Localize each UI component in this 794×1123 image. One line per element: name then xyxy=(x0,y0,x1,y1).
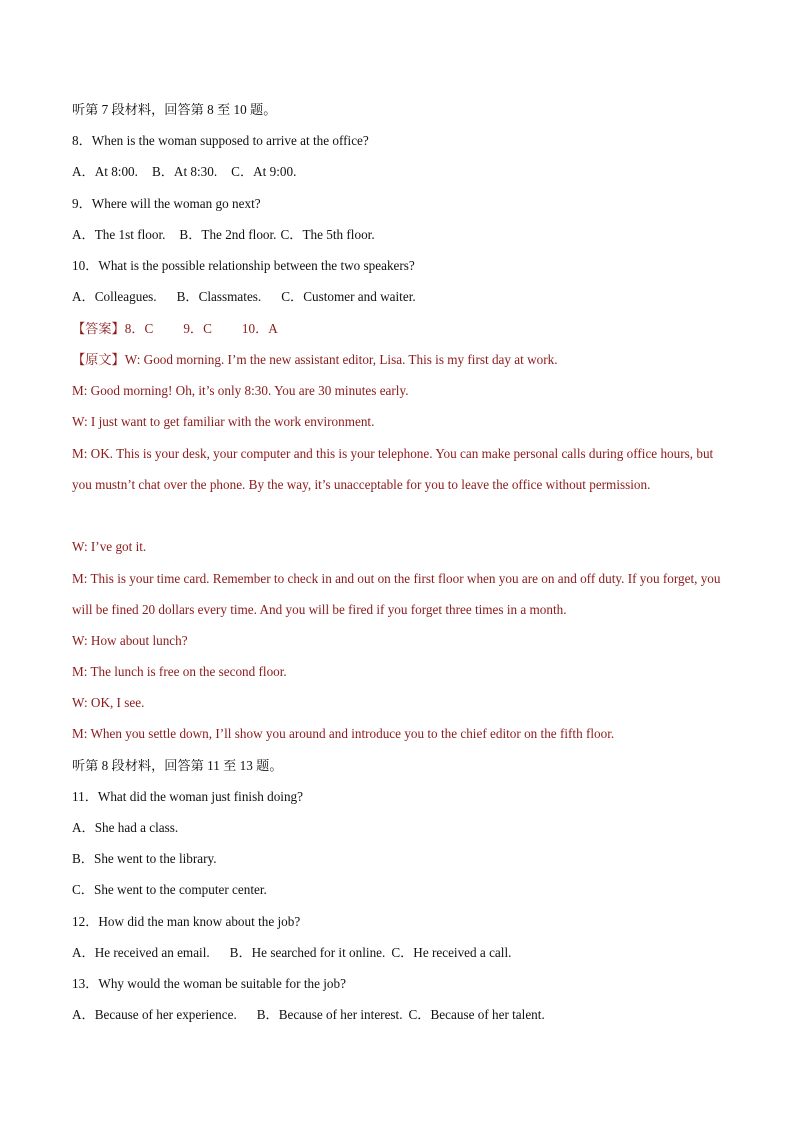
option-8b: B．At 8:30. xyxy=(151,164,218,179)
option-12a: A．He received an email. xyxy=(72,945,210,960)
transcript-line-3: W: I just want to get familiar with the work environment. xyxy=(72,414,375,429)
option-10b: B．Classmates. xyxy=(176,289,262,304)
answer-9: 9．C xyxy=(183,321,212,336)
transcript-line-1 xyxy=(72,351,724,369)
question-9-options xyxy=(72,226,724,244)
section-8-header: 听第 8 段材料，回答第 11 至 13 题。 xyxy=(72,758,283,773)
section-7-header: 听第 7 段材料，回答第 8 至 10 题。 xyxy=(72,102,277,117)
transcript-line-2: M: Good morning! Oh, it’s only 8:30. You are 30 minutes early. xyxy=(72,383,409,398)
question-12-options xyxy=(72,944,724,962)
transcript-text-1: W: Good morning. I’m the new assistant editor, Lisa. This is my first day at work. xyxy=(124,352,558,367)
question-10-stem: 10．What is the possible relationship between the two speakers? xyxy=(72,258,415,273)
option-9a: A．The 1st floor. xyxy=(72,227,166,242)
question-13-stem: 13．Why would the woman be suitable for the job? xyxy=(72,976,346,991)
answer-8: 8．C xyxy=(124,321,154,336)
option-11b: B．She went to the library. xyxy=(72,851,217,866)
option-10c: C．Customer and waiter. xyxy=(281,289,416,304)
option-9c: C．The 5th floor. xyxy=(280,227,375,242)
question-8-stem: 8．When is the woman supposed to arrive at the office? xyxy=(72,133,369,148)
option-8c: C．At 9:00. xyxy=(231,164,297,179)
option-13a: A．Because of her experience. xyxy=(72,1007,237,1022)
option-8a: A．At 8:00. xyxy=(72,164,138,179)
option-13c: C．Because of her talent. xyxy=(408,1007,545,1022)
question-8-options xyxy=(72,163,724,181)
option-11a: A．She had a class. xyxy=(72,820,179,835)
option-13b: B．Because of her interest. xyxy=(256,1007,403,1022)
option-11c: C．She went to the computer center. xyxy=(72,882,267,897)
option-10a: A．Colleagues. xyxy=(72,289,157,304)
transcript-line-6: M: This is your time card. Remember to check in and out on the first floor when you are on and off duty. If you forget, you will be fined 20 dollars every time. And you will be fired if you forget three times in a month. xyxy=(72,571,721,617)
answer-line xyxy=(72,320,724,338)
question-10-options xyxy=(72,288,724,306)
answer-10: 10．A xyxy=(241,321,278,336)
transcript-line-8: M: The lunch is free on the second floor. xyxy=(72,664,287,679)
option-9b: B．The 2nd floor. xyxy=(179,227,277,242)
answer-tag: 【答案】 xyxy=(72,321,125,336)
transcript-line-5: W: I’ve got it. xyxy=(72,539,147,554)
question-9-stem: 9．Where will the woman go next? xyxy=(72,196,261,211)
transcript-line-4: M: OK. This is your desk, your computer and this is your telephone. You can make personal calls during office hours, but you mustn’t chat over the phone. By the way, it’s unacceptable for you to leave the office without permission. xyxy=(72,446,714,492)
transcript-line-9: W: OK, I see. xyxy=(72,695,145,710)
option-12b: B．He searched for it online. xyxy=(229,945,386,960)
option-12c: C．He received a call. xyxy=(391,945,512,960)
question-11-stem: 11．What did the woman just finish doing? xyxy=(72,789,303,804)
question-12-stem: 12．How did the man know about the job? xyxy=(72,914,301,929)
transcript-line-10: M: When you settle down, I’ll show you around and introduce you to the chief editor on the fifth floor. xyxy=(72,726,615,741)
question-13-options xyxy=(72,1006,724,1024)
transcript-line-7: W: How about lunch? xyxy=(72,633,188,648)
transcript-tag: 【原文】 xyxy=(72,352,125,367)
